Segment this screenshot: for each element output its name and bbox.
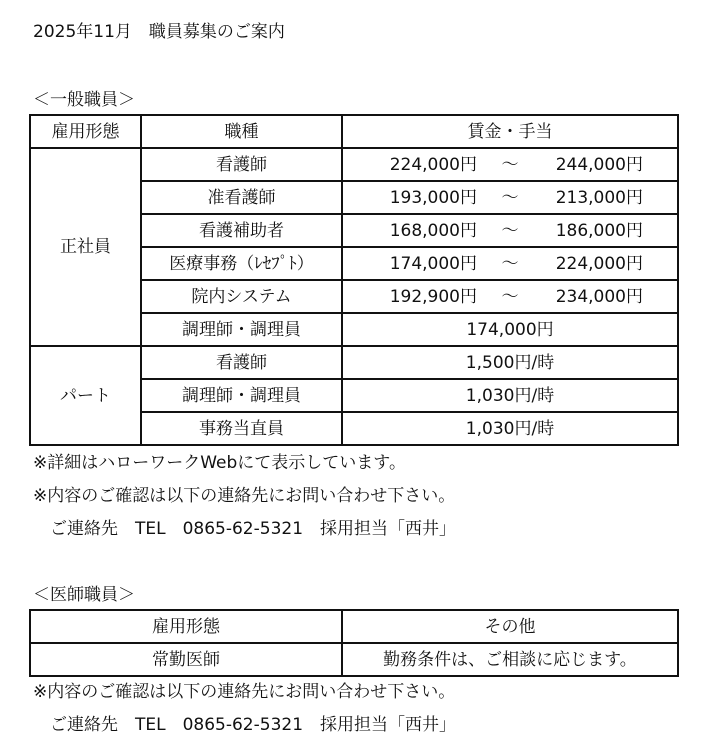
wage-to: 234,000円 [555,286,643,307]
wage-cell [342,181,678,214]
wage-cell: 1,030円/時 [342,412,678,445]
job-cell: 看護補助者 [141,214,342,247]
wage-from: 224,000円 [389,154,477,175]
table-row [30,148,678,181]
wage-range-separator: ～ [501,154,519,175]
wage-to: 213,000円 [555,187,643,208]
job-cell: 看護師 [141,346,342,379]
wage-from: 192,900円 [389,286,477,307]
job-cell: 医療事務（ﾚｾﾌﾟﾄ） [141,247,342,280]
wage-range-separator: ～ [501,253,519,274]
wage-from: 174,000円 [389,253,477,274]
wage-cell [342,148,678,181]
doctor-section-title: ＜医師職員＞ [33,585,135,605]
wage-range-separator: ～ [501,187,519,208]
note-inquiry: ※内容のご確認は以下の連絡先にお問い合わせ下さい。 [33,486,456,506]
header-other: その他 [342,610,678,643]
header-job-type: 職種 [141,115,342,148]
wage-cell: 1,030円/時 [342,379,678,412]
header-wage: 賃金・手当 [342,115,678,148]
table-row [30,643,678,676]
employment-type-cell: 常勤医師 [30,643,342,676]
header-employment-type: 雇用形態 [30,115,141,148]
doctor-staff-table [29,609,679,677]
wage-cell [342,247,678,280]
wage-to: 186,000円 [555,220,643,241]
table-header-row [30,610,678,643]
wage-cell: 1,500円/時 [342,346,678,379]
general-section-title: ＜一般職員＞ [33,90,135,110]
table-row [30,346,678,379]
doctor-contact-line: ご連絡先 TEL 0865-62-5321 採用担当「西井」 [33,715,457,735]
wage-cell: 174,000円 [342,313,678,346]
contact-line: ご連絡先 TEL 0865-62-5321 採用担当「西井」 [33,519,457,539]
general-staff-table [29,114,679,446]
job-cell: 看護師 [141,148,342,181]
job-cell: 准看護師 [141,181,342,214]
wage-from: 168,000円 [389,220,477,241]
job-cell: 院内システム [141,280,342,313]
wage-cell [342,214,678,247]
note-details: ※詳細はハローワークWebにて表示しています。 [33,453,406,473]
employment-type-parttime: パート [30,346,141,445]
wage-cell [342,280,678,313]
table-header-row [30,115,678,148]
wage-to: 244,000円 [555,154,643,175]
other-cell: 勤務条件は、ご相談に応じます。 [342,643,678,676]
job-cell: 調理師・調理員 [141,313,342,346]
job-cell: 事務当直員 [141,412,342,445]
page-title: 2025年11月 職員募集のご案内 [33,22,285,42]
doctor-note-inquiry: ※内容のご確認は以下の連絡先にお問い合わせ下さい。 [33,682,456,702]
wage-range-separator: ～ [501,286,519,307]
employment-type-fulltime: 正社員 [30,148,141,346]
wage-to: 224,000円 [555,253,643,274]
header-employment-type: 雇用形態 [30,610,342,643]
wage-range-separator: ～ [501,220,519,241]
wage-from: 193,000円 [389,187,477,208]
job-cell: 調理師・調理員 [141,379,342,412]
